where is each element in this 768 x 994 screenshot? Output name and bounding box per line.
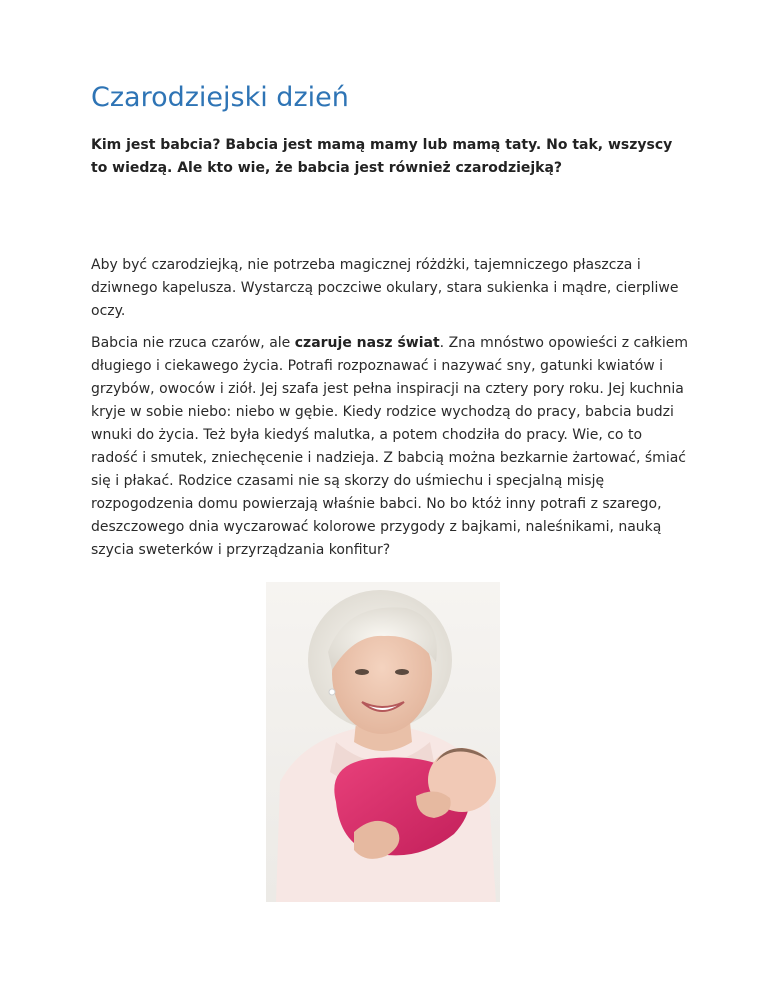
body-paragraph-1: Aby być czarodziejką, nie potrzeba magicznej różdżki, tajemniczego płaszcza i dziwnego kapelusza. Wystarczą poczciwe okulary, stara sukienka i mądre, cierpliwe oczy. (91, 257, 679, 319)
paragraph-2-text-end: . Zna mnóstwo opowieści z całkiem długiego i ciekawego życia. Potrafi rozpoznawać i nazywać sny, gatunki kwiatów i grzybów, owoców i ziół. Jej szafa jest pełna inspiracji na cztery pory roku. Jej kuchnia kryje w sobie niebo: niebo w gębie. Kiedy rodzice wychodzą do pracy, babcia budzi wnuki do życia. Też była kiedyś malutka, a potem chodziła do pracy. Wie, co to radość i smutek, zniechęcenie i nadzieja. Z babcią można bezkarnie żartować, śmiać się i płakać. Rodzice czasami nie są skorzy do uśmiechu i specjalną misję rozpogodzenia domu powierzają właśnie babci. No bo któż inny potrafi z szarego, deszczowego dnia wyczarować kolorowe przygody z bajkami, naleśnikami, nauką szycia sweterków i przyrządzania konfitur? (91, 335, 688, 558)
body-paragraph-2 (91, 332, 691, 562)
paragraph-2-text-start: Babcia nie rzuca czarów, ale (91, 335, 295, 351)
lead-paragraph: Kim jest babcia? Babcia jest mamą mamy lub mamą taty. No tak, wszyscy to wiedzą. Ale kto wie, że babcia jest również czarodziejką? (91, 137, 673, 176)
photo-illustration (266, 582, 500, 902)
grandmother-baby-photo (266, 582, 500, 902)
document-title: Czarodziejski dzień (91, 82, 349, 113)
paragraph-2-bold-phrase: czaruje nasz świat (294, 335, 440, 351)
